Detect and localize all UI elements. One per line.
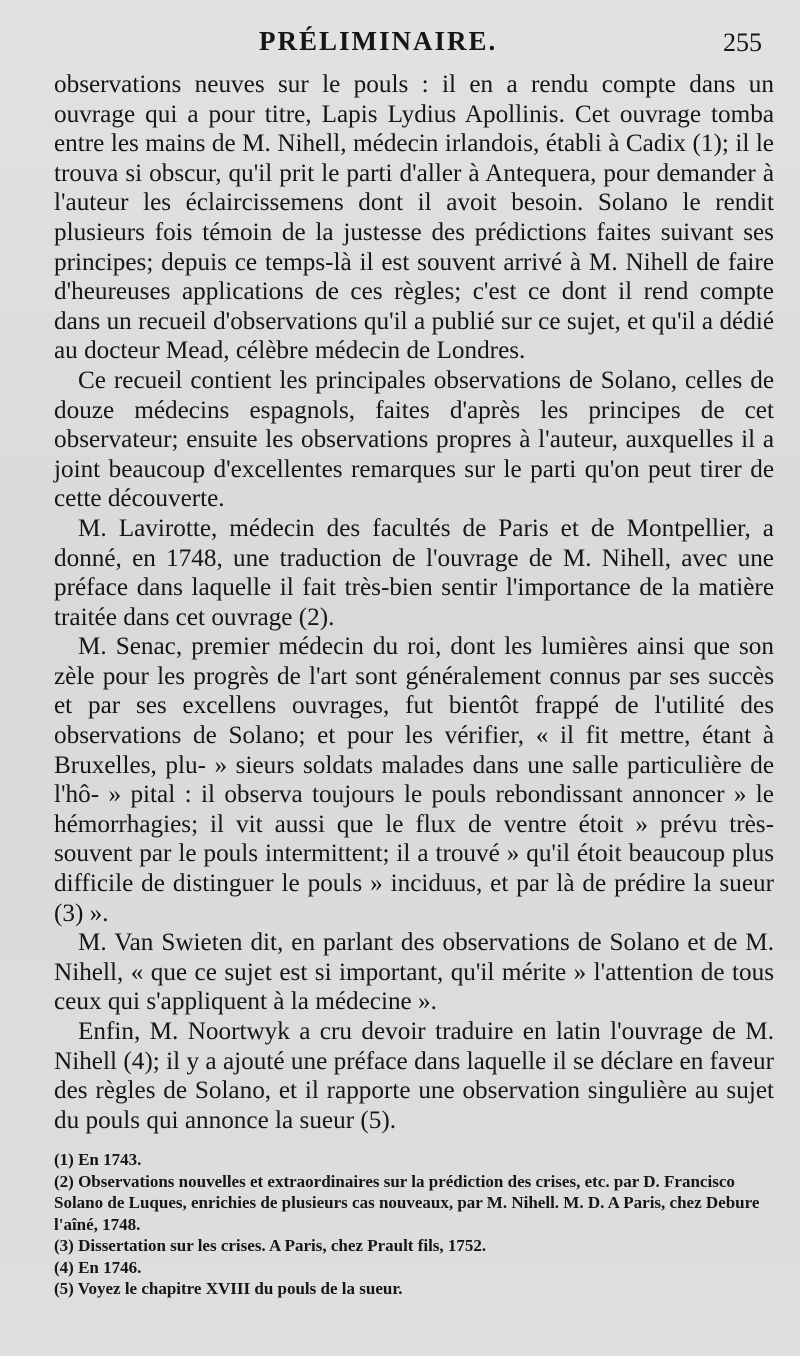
paragraph: M. Lavirotte, médecin des facultés de Paris et de Montpellier, a donné, en 1748, une traduction de l'ouvrage de M. Nihell, avec une préface dans laquelle il fait très-bien sentir l'importance de la matière traitée dans cet ouvrage (2). — [54, 514, 774, 631]
footnotes — [54, 1149, 774, 1300]
paragraph: observations neuves sur le pouls : il en a rendu compte dans un ouvrage qui a pour titre, Lapis Lydius Apollinis. Cet ouvrage tomba entre les mains de M. Nihell, médecin irlandois, établi à Cadix (1); il le trouva si obscur, qu'il prit le parti d'aller à Antequera, pour demander à l'auteur les éclaircissemens dont il avoit besoin. Solano le rendit plusieurs fois témoin de la justesse des prédictions faites suivant ses principes; depuis ce temps-là il est souvent arrivé à M. Nihell de faire d'heureuses applications de ces règles; c'est ce dont il rend compte dans un recueil d'observations qu'il a publié sur ce sujet, et qu'il a dédié au docteur Mead, célèbre médecin de Londres. — [54, 71, 774, 365]
paragraph: M. Senac, premier médecin du roi, dont les lumières ainsi que son zèle pour les progrès de l'art sont généralement connus par ses succès et par ses excellens ouvrages, fut bientôt frappé de l'utilité des observations de Solano; et pour les vérifier, « il fit mettre, étant à Bruxelles, plu- » sieurs soldats malades dans une salle particulière de l'hô- » pital : il observa toujours le pouls rebondissant annoncer » le hémorrhagies; il vit aussi que le flux de ventre étoit » prévu très-souvent par le pouls intermittent; il a trouvé » qu'il étoit beaucoup plus difficile de distinguer le pouls » inciduus, et par là de prédire la sueur (3) ». — [54, 633, 774, 927]
footnote: (3) Dissertation sur les crises. A Paris, chez Prault fils, 1752. — [54, 1236, 487, 1256]
page-number: 255 — [723, 28, 762, 57]
footnote: (5) Voyez le chapitre XVIII du pouls de la sueur. — [54, 1279, 403, 1299]
paragraph: Enfin, M. Noortwyk a cru devoir traduire en latin l'ouvrage de M. Nihell (4); il y a ajouté une préface dans laquelle il se déclare en faveur des règles de Solano, et il rapporte une observation singulière au sujet du pouls qui annonce la sueur (5). — [54, 1018, 774, 1134]
footnote: (1) En 1743. — [54, 1150, 142, 1170]
running-head: PRÉLIMINAIRE. — [259, 26, 498, 56]
body-text — [54, 70, 774, 1135]
paragraph: Ce recueil contient les principales observations de Solano, celles de douze médecins espagnols, faites d'après les principes de cet observateur; ensuite les observations propres à l'auteur, auxquelles il a joint beaucoup d'excellentes remarques sur le parti qu'on peut tirer de cette découverte. — [54, 366, 774, 513]
footnote: (4) En 1746. — [54, 1257, 142, 1277]
page-header — [54, 26, 774, 70]
paragraph: M. Van Swieten dit, en parlant des observations de Solano et de M. Nihell, « que ce sujet est si important, qu'il mérite » l'attention de tous ceux qui s'appliquent à la médecine ». — [54, 929, 774, 1016]
footnote: (2) Observations nouvelles et extraordinaires sur la prédiction des crises, etc. par D. Francisco Solano de Luques, enrichies de plusieurs cas nouveaux, par M. Nihell. M. D. A Paris, chez Debure l'aîné, 1748. — [54, 1171, 760, 1234]
